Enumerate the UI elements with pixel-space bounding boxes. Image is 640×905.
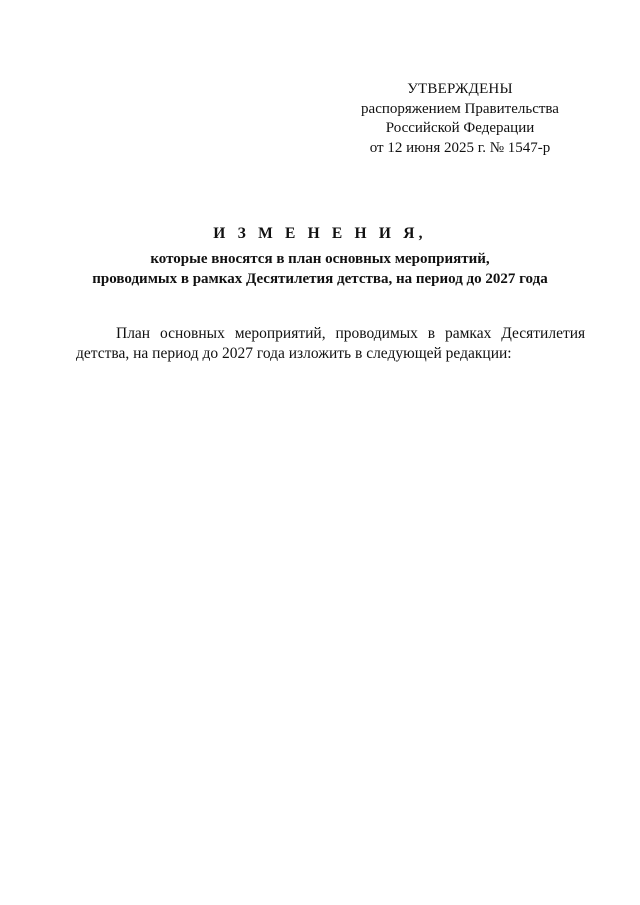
subtitle-line-1: которые вносятся в план основных мероприятий, — [150, 251, 490, 267]
body-line-1: План основных мероприятий, проводимых в рамках Десятилетия — [116, 325, 586, 342]
approval-line-2: Российской Федерации — [385, 120, 535, 136]
approval-line-3: от 12 июня 2025 г. № 1547-р — [369, 139, 551, 156]
body-line-2: детства, на период до 2027 года изложить в следующей редакции: — [76, 345, 512, 362]
body-paragraph — [76, 324, 586, 364]
approval-line-1: распоряжением Правительства — [361, 100, 559, 117]
document-title: И З М Е Н Е Н И Я, — [213, 225, 427, 242]
document-subtitle — [0, 250, 640, 289]
approval-heading: УТВЕРЖДЕНЫ — [407, 81, 513, 97]
approval-block — [330, 80, 590, 158]
subtitle-line-2: проводимых в рамках Десятилетия детства, на период до 2027 года — [92, 270, 548, 287]
